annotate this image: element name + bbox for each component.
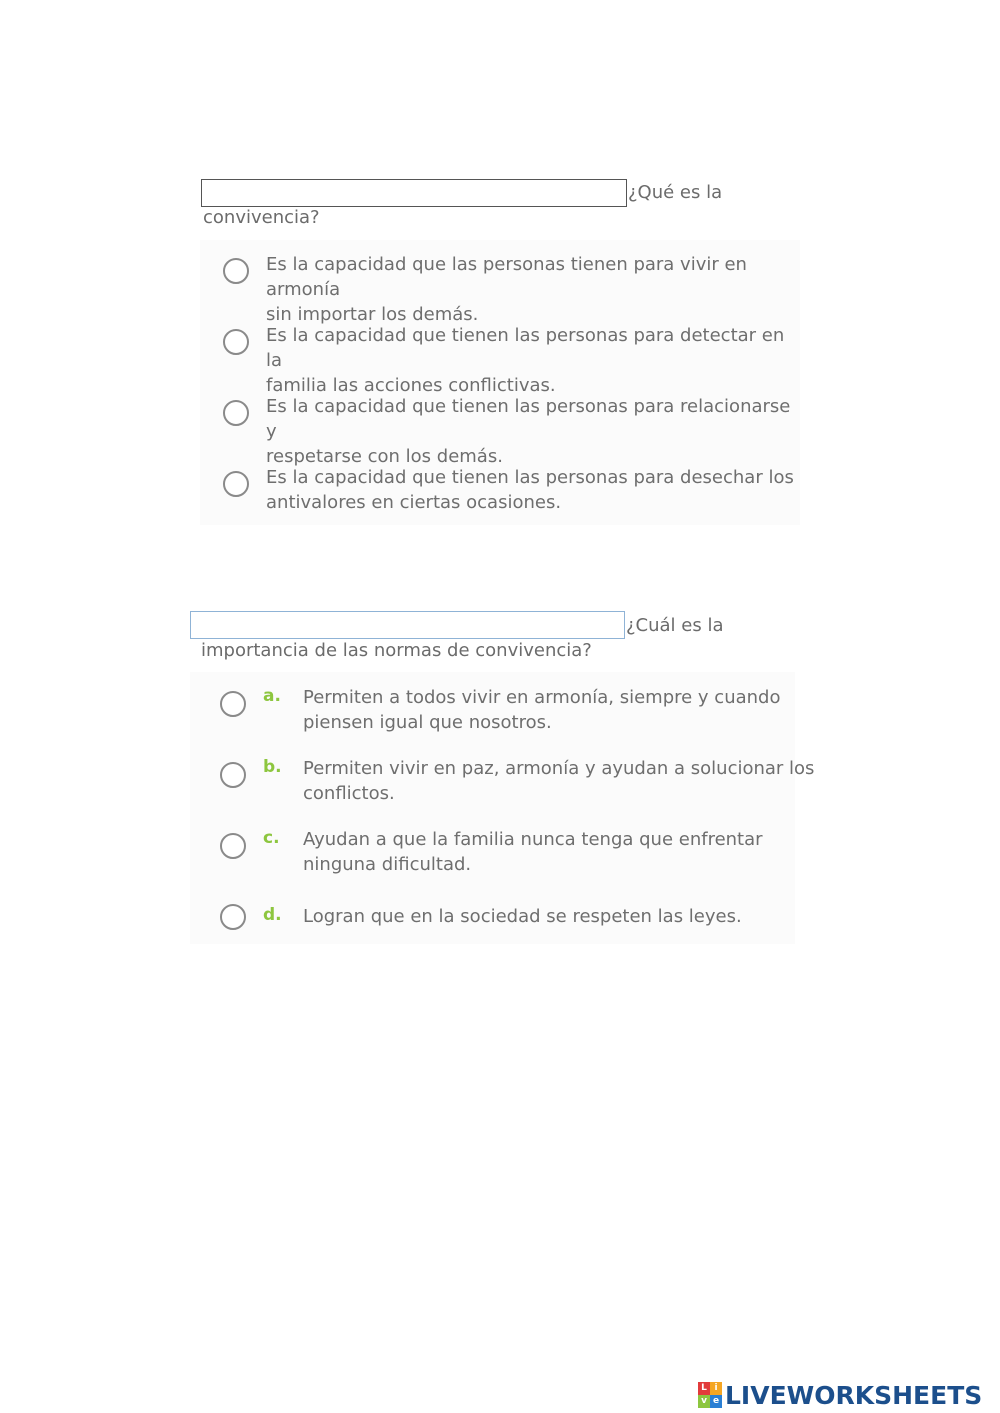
- radio-button[interactable]: [223, 329, 249, 355]
- logo-mark-icon: [698, 1382, 722, 1408]
- option-text: Es la capacidad que tienen las personas para relacionarse y respetarse con los demás.: [266, 396, 791, 467]
- radio-button[interactable]: [220, 833, 246, 859]
- logo-mark-letter: v: [698, 1395, 710, 1408]
- logo-mark-letter: L: [698, 1382, 710, 1395]
- question2-text-line2: importancia de las normas de convivencia?: [201, 640, 592, 661]
- radio-button[interactable]: [223, 471, 249, 497]
- radio-button[interactable]: [223, 258, 249, 284]
- option-letter: b.: [263, 757, 282, 777]
- option-letter: d.: [263, 905, 282, 925]
- option-text: Es la capacidad que tienen las personas para detectar en la familia las acciones conflictivas.: [266, 325, 785, 396]
- option-letter: c.: [263, 828, 280, 848]
- option-text: Permiten a todos vivir en armonía, siempre y cuando piensen igual que nosotros.: [303, 687, 781, 733]
- question2-answer-input[interactable]: [190, 611, 625, 639]
- question2-text-line1: ¿Cuál es la: [626, 615, 724, 636]
- radio-button[interactable]: [220, 762, 246, 788]
- option-text: Es la capacidad que las personas tienen para vivir en armonía sin importar los demás.: [266, 254, 747, 325]
- option-text: Ayudan a que la familia nunca tenga que enfrentar ninguna dificultad.: [303, 829, 763, 875]
- liveworksheets-logo: [698, 1378, 982, 1412]
- logo-mark-letter: i: [710, 1382, 722, 1395]
- option-text: Es la capacidad que tienen las personas para desechar los antivalores en ciertas ocasiones.: [266, 467, 794, 513]
- question1-text-line2: convivencia?: [203, 207, 320, 228]
- option-text: Logran que en la sociedad se respeten las leyes.: [303, 906, 742, 927]
- option-text: Permiten vivir en paz, armonía y ayudan a solucionar los conflictos.: [303, 758, 815, 804]
- option-letter: a.: [263, 686, 281, 706]
- logo-mark-letter: e: [710, 1395, 722, 1408]
- logo-text: LIVEWORKSHEETS: [725, 1380, 983, 1410]
- radio-button[interactable]: [220, 691, 246, 717]
- radio-button[interactable]: [220, 904, 246, 930]
- question1-answer-input[interactable]: [201, 179, 627, 207]
- question1-text-line1: ¿Qué es la: [628, 182, 723, 203]
- radio-button[interactable]: [223, 400, 249, 426]
